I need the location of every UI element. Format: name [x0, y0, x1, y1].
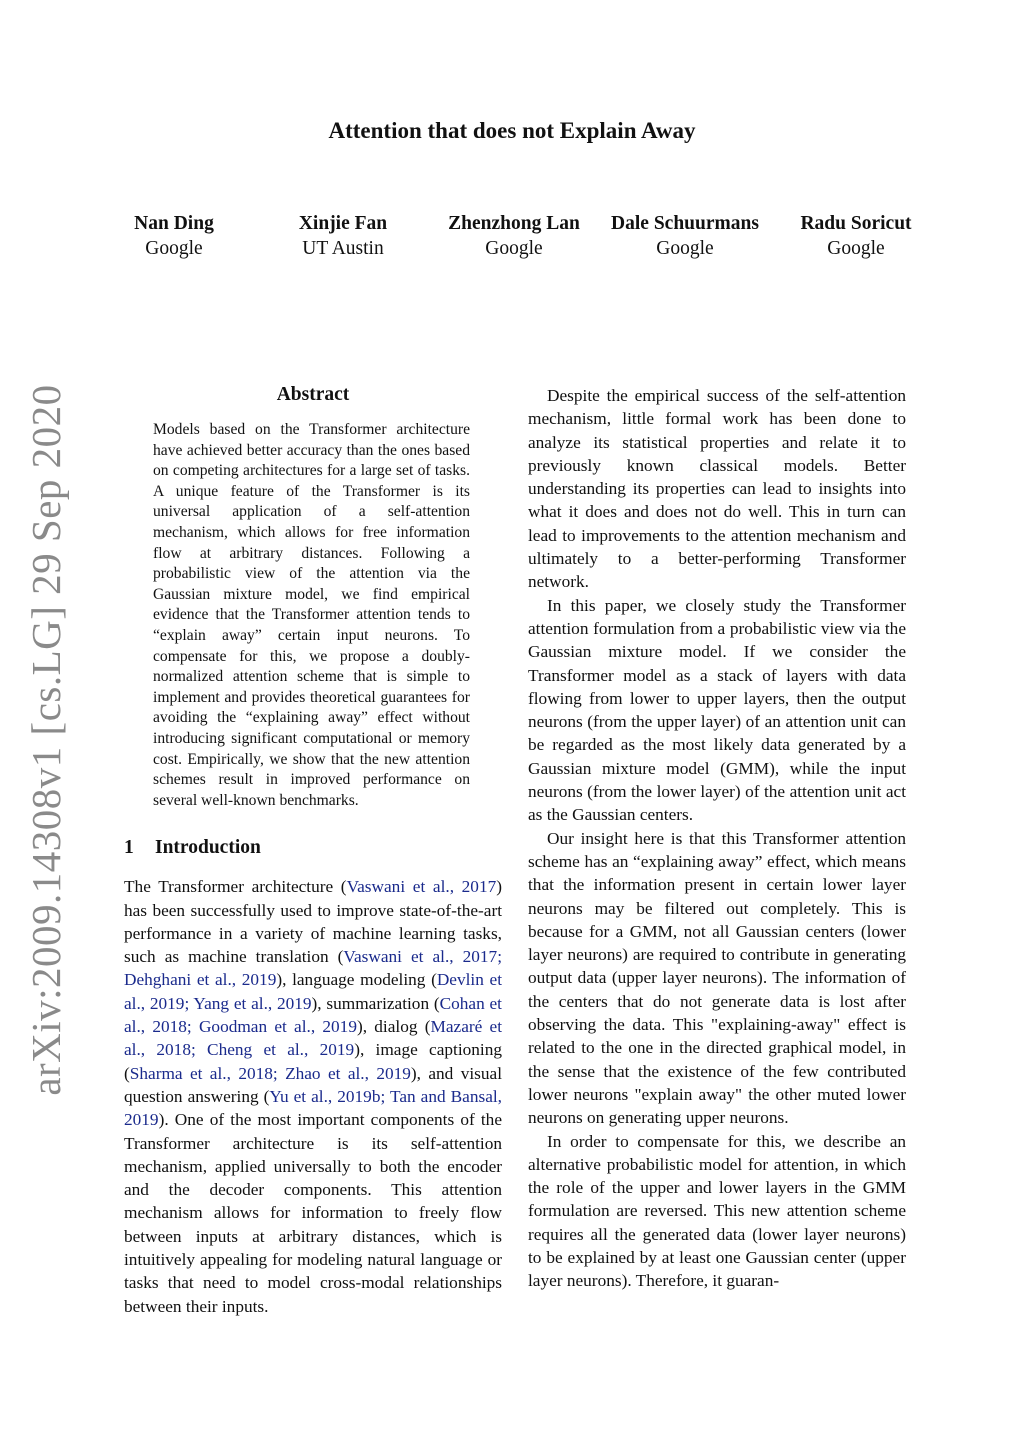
paper-title: Attention that does not Explain Away — [328, 118, 696, 143]
author-name: Zhenzhong Lan — [448, 213, 580, 234]
author-name: Xinjie Fan — [298, 213, 388, 234]
author-affiliation: Google — [827, 238, 885, 259]
author-name: Radu Soricut — [800, 213, 912, 234]
author-name: Nan Ding — [134, 213, 214, 234]
right-column — [528, 380, 906, 1293]
text-run: ), dialog ( — [356, 1017, 431, 1037]
intro-paragraph-3: In this paper, we closely study the Transformer attention formulation from a probabilistic view via the Gaussian mixture model. If we consider the Transformer model as a stack of layers with data flowing from lower to upper layers, then the output neurons (from the upper layer) of an attention unit can be regarded as the most likely data generated by a Gaussian mixture model (GMM), while the input neurons (from the lower layer) of the attention unit act as the Gaussian centers. — [528, 595, 906, 825]
citation-link[interactable]: Devlin et al., 2019; Yang et al., 2019 — [124, 970, 502, 1013]
author-block — [248, 211, 438, 261]
intro-paragraph-4: Our insight here is that this Transformer attention scheme has an “explaining away” effect, which means that the information present in certain lower layer neurons may be filtered out completely. This is because for a GMM, not all Gaussian centers (lower layer neurons) are required to contribute in generating output data (upper layer neurons). The information of the centers that do not generate data is lost after observing the data. This "explaining-away" effect is related to the one in the directed graphical model, in the sense that the existence of the few contributed lower neurons "explain away" the other muted lower neurons on generating upper neurons. — [528, 828, 906, 1128]
author-block — [590, 211, 780, 261]
intro-paragraph-1 — [124, 875, 502, 1318]
section-number: 1 — [124, 837, 134, 859]
author-name: Dale Schuurmans — [611, 213, 759, 234]
citation-link[interactable]: Yu et al., 2019b; Tan and Bansal, 2019 — [124, 1086, 502, 1130]
author-block — [79, 211, 269, 261]
left-column — [124, 380, 502, 1318]
section-heading — [124, 833, 502, 863]
abstract-text: Models based on the Transformer architecture have achieved better accuracy than the ones based on competing architectures for a large set of tasks. A unique feature of the Transformer is its universal application of a self-attention mechanism, which allows for free information flow at arbitrary distances. Following a probabilistic view of the attention via the Gaussian mixture model, we find empirical evidence that the Transformer attention tends to “explain away” certain input neurons. To compensate for this, we propose a doubly-normalized attention scheme that is simple to implement and provides theoretical guarantees for avoiding the “explaining away” effect without introducing significant computational or memory cost. Empirically, we show that the new attention schemes result in improved performance on several well-known benchmarks. — [153, 421, 470, 809]
abstract-heading: Abstract — [276, 384, 350, 405]
text-run: ), summarization ( — [311, 993, 440, 1013]
text-run: ), image captioning ( — [124, 1040, 503, 1083]
text-run: ), and visual question answering ( — [124, 1063, 502, 1106]
citation-link[interactable]: Vaswani et al., 2017; Dehghani et al., 2019 — [124, 947, 502, 990]
author-block — [419, 211, 609, 261]
author-affiliation: UT Austin — [302, 238, 384, 259]
text-run: The Transformer architecture ( — [124, 877, 347, 897]
author-affiliation: Google — [485, 238, 543, 259]
author-block — [761, 211, 951, 261]
section-title: Introduction — [155, 837, 261, 859]
intro-paragraph-2: Despite the empirical success of the self-attention mechanism, little formal work has been done to analyze its statistical properties and relate it to previously known classical models. Better understanding its properties can lead to insights into what it does and does not do well. This in turn can lead to improvements to the attention mechanism and ultimately to a better-performing Transformer network. — [528, 386, 906, 592]
author-affiliation: Google — [145, 238, 203, 259]
text-run: ) has been successfully used to improve state-of-the-art performance in a variety of machine learning tasks, such as machine translation ( — [124, 877, 502, 967]
citation-link[interactable]: Mazaré et al., 2018; Cheng et al., 2019 — [124, 1017, 502, 1060]
citation-link[interactable]: Sharma et al., 2018; Zhao et al., 2019 — [129, 1063, 411, 1083]
citation-link[interactable]: Cohan et al., 2018; Goodman et al., 2019 — [124, 993, 502, 1037]
citation-link[interactable]: Vaswani et al., 2017 — [346, 877, 497, 897]
intro-paragraph-5: In order to compensate for this, we describe an alternative probabilistic model for attention, in which the role of the upper and lower layers in the GMM formulation are reversed. This new attention scheme requires all the generated data (lower layer neurons) to be explained by at least one Gaussian center (upper layer neurons). Therefore, it guaran- — [528, 1131, 906, 1291]
text-run: ). One of the most important components of the Transformer architecture is its self-attention mechanism, applied universally to both the encoder and the decoder components. This attention mechanism allows for information to freely flow between inputs at arbitrary distances, which is intuitively appealing for modeling natural language or tasks that need to model cross-modal relationships between their inputs. — [124, 1110, 502, 1316]
arxiv-stamp-text: arXiv:2009.14308v1 [cs.LG] 29 Sep 2020 — [23, 384, 69, 1096]
text-run: ), language modeling ( — [276, 970, 437, 990]
author-list — [90, 211, 940, 271]
author-affiliation: Google — [656, 238, 714, 259]
